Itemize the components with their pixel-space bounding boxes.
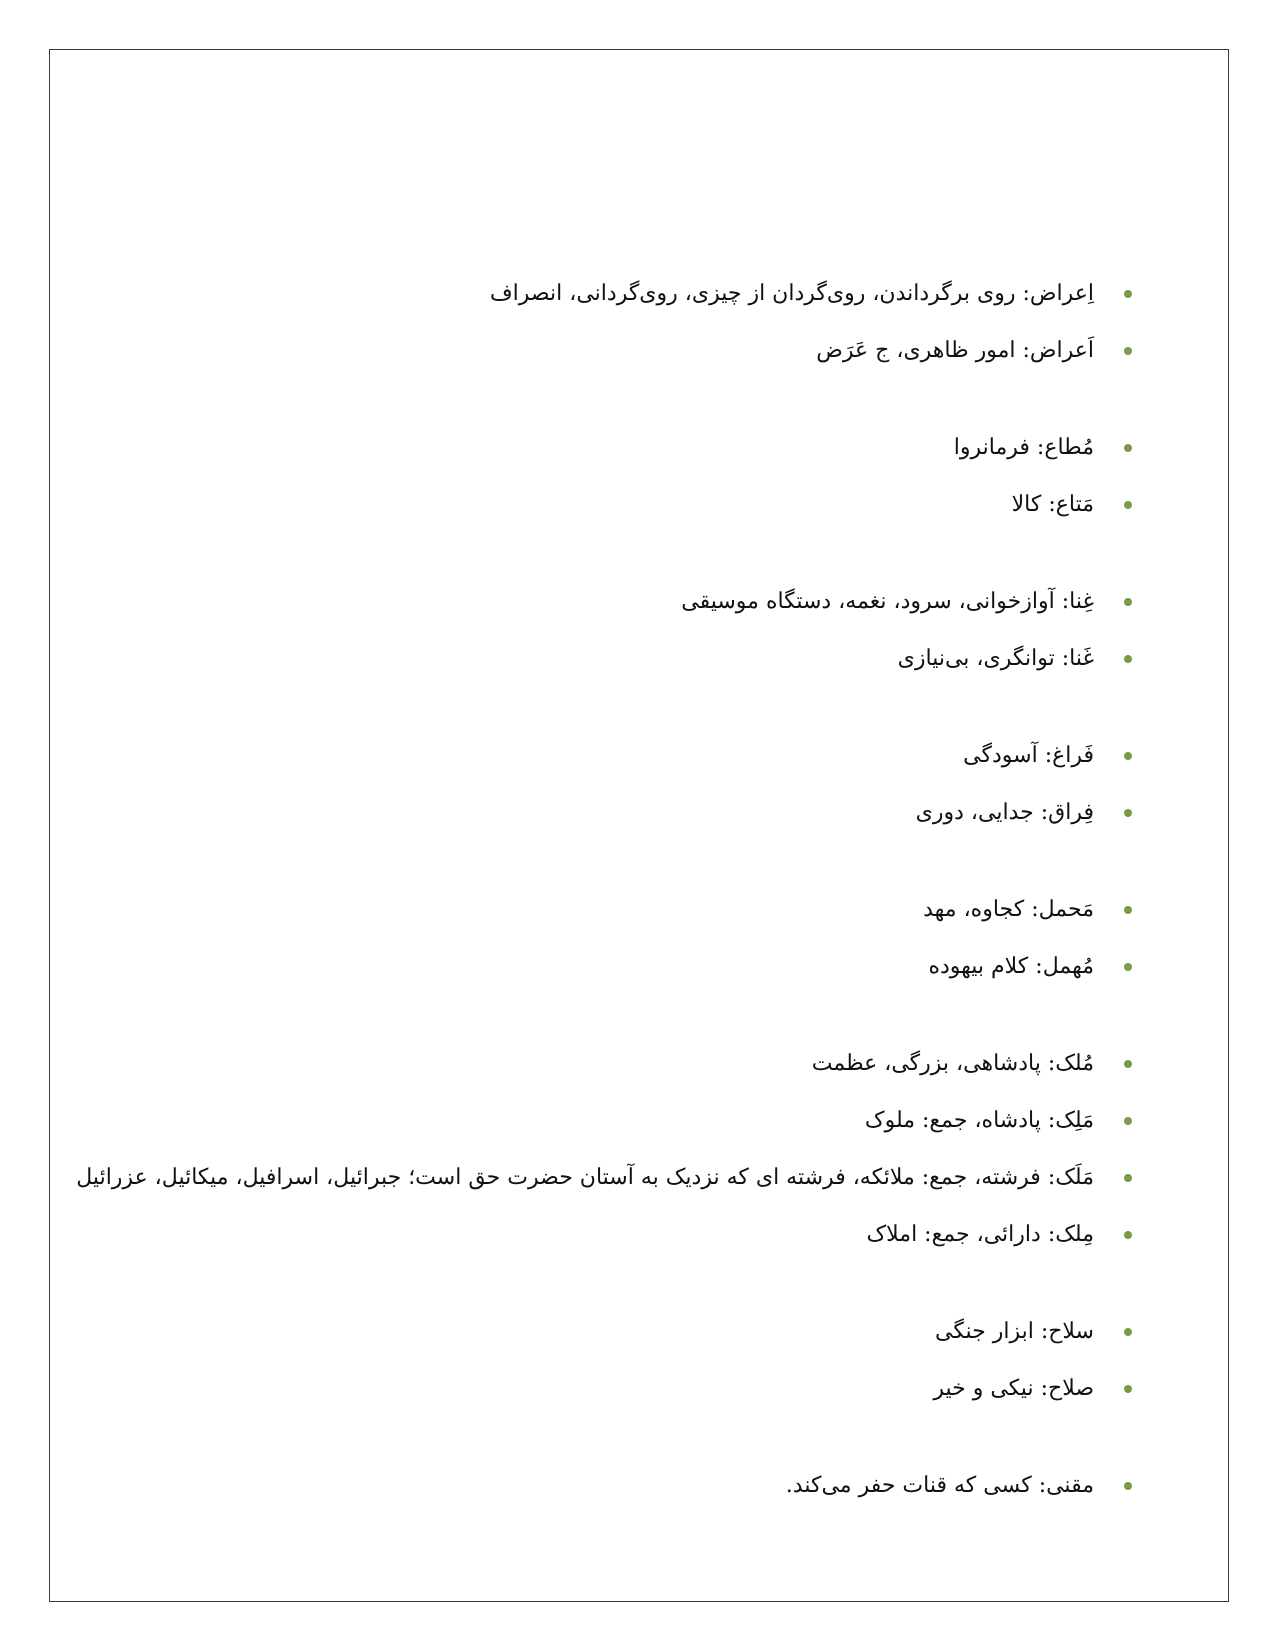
glossary-entry	[88, 419, 1138, 476]
glossary-group-4	[88, 727, 1138, 841]
bullet-icon	[1124, 963, 1132, 971]
entry-definition: کالا	[1011, 492, 1042, 517]
glossary-group-2	[88, 419, 1138, 533]
entry-definition: ابزار جنگی	[934, 1319, 1034, 1344]
bullet-icon	[1124, 1385, 1132, 1393]
glossary-entry	[88, 322, 1138, 379]
entry-term: مُهمل:	[1035, 954, 1094, 979]
entry-term: فِراق:	[1040, 800, 1094, 825]
entry-definition: امور ظاهری، ج عَرَض	[816, 338, 1016, 363]
glossary-entry	[88, 1303, 1138, 1360]
glossary-entry	[88, 1035, 1138, 1092]
bullet-icon	[1124, 444, 1132, 452]
bullet-icon	[1124, 598, 1132, 606]
bullet-icon	[1124, 655, 1132, 663]
glossary-entry	[88, 727, 1138, 784]
entry-definition: پادشاه، جمع: ملوک	[864, 1108, 1041, 1133]
bullet-icon	[1124, 1174, 1132, 1182]
glossary-entry	[76, 1149, 1138, 1206]
bullet-icon	[1124, 1482, 1132, 1490]
bullet-icon	[1124, 1328, 1132, 1336]
glossary-group-1	[88, 265, 1138, 379]
glossary-entry	[88, 938, 1138, 995]
glossary-group-7	[88, 1303, 1138, 1417]
glossary-entry	[88, 1457, 1138, 1514]
entry-definition: فرشته، جمع: ملائکه، فرشته ای که نزدیک به آستان حضرت حق است؛ جبرائیل، اسرافیل، میکائیل، عزرائیل	[76, 1165, 1041, 1190]
entry-term: مَحمل:	[1031, 897, 1094, 922]
entry-term: مَتاع:	[1048, 492, 1094, 517]
entry-definition: آوازخوانی، سرود، نغمه، دستگاه موسیقی	[681, 589, 1055, 614]
glossary-entry	[88, 1360, 1138, 1417]
entry-term: صلاح:	[1040, 1376, 1094, 1401]
entry-term: مَلَک:	[1047, 1165, 1094, 1190]
glossary-entry	[88, 881, 1138, 938]
entry-definition: دارائی، جمع: املاک	[866, 1222, 1041, 1247]
entry-definition: توانگری، بی‌نیازی	[897, 646, 1055, 671]
entry-definition: فرمانروا	[953, 435, 1030, 460]
entry-term: مقنی:	[1038, 1473, 1094, 1498]
bullet-icon	[1124, 290, 1132, 298]
entry-term: مُلک:	[1047, 1051, 1094, 1076]
entry-term: سلاح:	[1040, 1319, 1094, 1344]
bullet-icon	[1124, 1117, 1132, 1125]
entry-term: فَراغ:	[1044, 743, 1094, 768]
entry-term: اِعراض:	[1022, 281, 1094, 306]
entry-definition: کجاوه، مهد	[923, 897, 1025, 922]
glossary-group-5	[88, 881, 1138, 995]
bullet-icon	[1124, 809, 1132, 817]
glossary-group-3	[88, 573, 1138, 687]
entry-definition: آسودگی	[963, 743, 1038, 768]
entry-term: مَلِک:	[1047, 1108, 1094, 1133]
glossary-entry	[88, 265, 1138, 322]
entry-definition: روی برگرداندن، روی‌گردان از چیزی، روی‌گردانی، انصراف	[489, 281, 1016, 306]
glossary-entry	[88, 573, 1138, 630]
glossary-entry	[88, 1206, 1138, 1263]
entry-term: مُطاع:	[1036, 435, 1094, 460]
bullet-icon	[1124, 347, 1132, 355]
entry-term: اَعراض:	[1022, 338, 1094, 363]
entry-term: غِنا:	[1061, 589, 1094, 614]
bullet-icon	[1124, 501, 1132, 509]
glossary-list	[76, 265, 1138, 1554]
glossary-group-8	[88, 1457, 1138, 1514]
entry-term: مِلک:	[1047, 1222, 1094, 1247]
entry-definition: پادشاهی، بزرگی، عظمت	[811, 1051, 1041, 1076]
bullet-icon	[1124, 752, 1132, 760]
entry-definition: کلام بیهوده	[928, 954, 1029, 979]
bullet-icon	[1124, 1060, 1132, 1068]
glossary-entry	[88, 1092, 1138, 1149]
entry-term: غَنا:	[1061, 646, 1094, 671]
entry-definition: کسی که قنات حفر می‌کند.	[785, 1473, 1032, 1498]
glossary-entry	[88, 476, 1138, 533]
glossary-group-6	[76, 1035, 1138, 1263]
bullet-icon	[1124, 906, 1132, 914]
bullet-icon	[1124, 1231, 1132, 1239]
entry-definition: نیکی و خیر	[933, 1376, 1034, 1401]
entry-definition: جدایی، دوری	[915, 800, 1034, 825]
glossary-entry	[88, 784, 1138, 841]
glossary-entry	[88, 630, 1138, 687]
